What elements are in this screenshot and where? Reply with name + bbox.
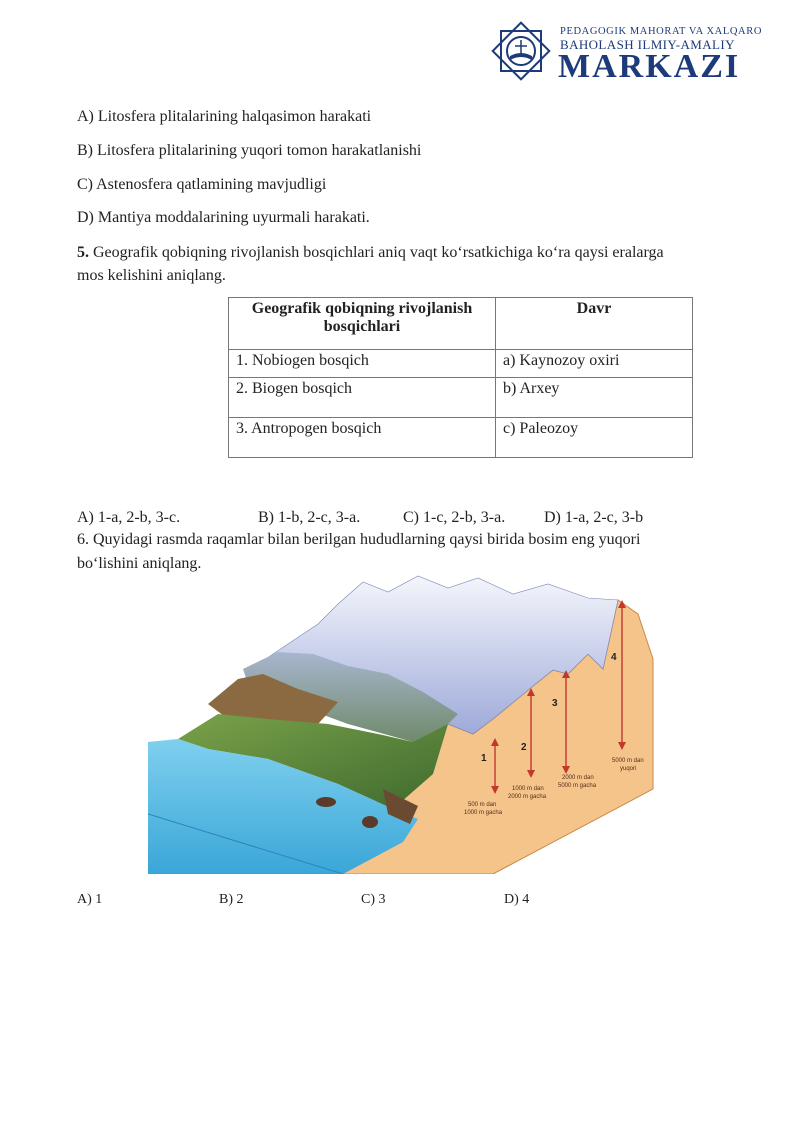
height-label: 5000 m gacha: [558, 783, 597, 789]
table-header-stages: Geografik qobiqning rivojlanish bosqichlari: [229, 298, 496, 350]
matching-table: [228, 297, 693, 458]
q6-option-d: D) 4: [504, 892, 530, 907]
height-label: 1000 m dan: [512, 786, 544, 792]
table-cell: c) Paleozoy: [496, 418, 693, 458]
q5-text-line1: [77, 242, 664, 264]
table-row: [229, 378, 693, 418]
q5-option-b: B) 1-b, 2-c, 3-a.: [258, 509, 361, 526]
q5-text-line2: mos kelishini aniqlang.: [77, 267, 226, 284]
q6-option-c: C) 3: [361, 892, 386, 907]
q4-option-a: A) Litosfera plitalarining halqasimon harakati: [77, 108, 372, 125]
table-cell: b) Arxey: [496, 378, 693, 418]
height-label: 500 m dan: [468, 802, 497, 808]
marker-2: 2: [521, 742, 527, 753]
org-name-line3: MARKAZI: [558, 48, 741, 85]
sea-rock: [316, 797, 336, 807]
q5-text: Geografik qobiqning rivojlanish bosqichlari aniq vaqt ko‘rsatkichiga ko‘ra qaysi eralarga: [89, 244, 664, 261]
marker-1: 1: [481, 753, 487, 764]
q6-option-b: B) 2: [219, 892, 244, 907]
table-cell: 1. Nobiogen bosqich: [229, 350, 496, 378]
table-header-row: [229, 298, 693, 350]
q4-option-d: D) Mantiya moddalarining uyurmali harakati.: [77, 209, 370, 226]
table-row: [229, 418, 693, 458]
terrain-block-diagram: [148, 574, 658, 874]
height-label: 1000 m gacha: [464, 810, 503, 816]
marker-4: 4: [611, 652, 617, 663]
height-label: 2000 m dan: [562, 775, 594, 781]
q4-option-b: B) Litosfera plitalarining yuqori tomon harakatlanishi: [77, 142, 422, 159]
q5-option-c: C) 1-c, 2-b, 3-a.: [403, 509, 506, 526]
table-cell: 3. Antropogen bosqich: [229, 418, 496, 458]
table-cell: 2. Biogen bosqich: [229, 378, 496, 418]
org-name-line2: BAHOLASH ILMIY-AMALIY: [560, 37, 735, 52]
q5-option-d: D) 1-a, 2-c, 3-b: [544, 509, 644, 526]
q6-text-line2: bo‘lishini aniqlang.: [77, 555, 202, 572]
height-label: 2000 m gacha: [508, 794, 547, 800]
q4-option-c: C) Astenosfera qatlamining mavjudligi: [77, 176, 327, 193]
org-name-line1: PEDAGOGIK MAHORAT VA XALQARO: [560, 26, 763, 37]
q6-text-line1: 6. Quyidagi rasmda raqamlar bilan berilgan hududlarning qaysi birida bosim eng yuqori: [77, 531, 641, 548]
height-label: 5000 m dan: [612, 758, 644, 764]
q6-option-a: A) 1: [77, 892, 103, 907]
table-row: [229, 350, 693, 378]
marker-3: 3: [552, 698, 558, 709]
q5-option-a: A) 1-a, 2-b, 3-c.: [77, 509, 181, 526]
sea-rock: [362, 816, 378, 828]
logo-emblem-icon: [488, 18, 554, 84]
table-header-period: Davr: [496, 298, 693, 350]
q5-number: 5.: [77, 244, 89, 261]
table-cell: a) Kaynozoy oxiri: [496, 350, 693, 378]
height-label: yuqori: [620, 766, 637, 772]
